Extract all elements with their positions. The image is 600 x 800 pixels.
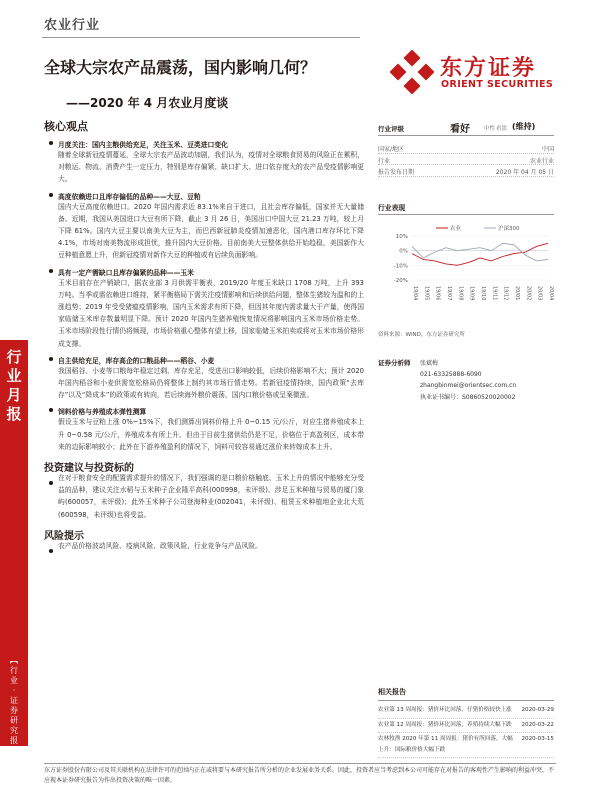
side-band-sub-char: 证 — [10, 696, 18, 705]
chart-source: 资料来源：WIND，东方证券研究所 — [378, 332, 465, 338]
related-report-title: 农林牧渔 2020 年第 11 周周报：猪价有所回落，大幅上升：国际粮价格大幅下跌 — [378, 736, 513, 753]
side-band-sub-char: ︼ — [10, 756, 18, 765]
analyst-details — [420, 358, 516, 403]
side-band-char: 报 — [6, 405, 22, 423]
chart-x-tick-label: 20/02 — [525, 286, 532, 301]
performance-chart — [378, 218, 554, 344]
chart-y-tick-label: -10% — [393, 263, 408, 270]
analyst-license: 执业证书编号：S0860520020002 — [420, 393, 516, 401]
chart-x-tick-label: 19/10 — [480, 286, 486, 301]
rating-option-neutral: 中性 — [484, 126, 496, 132]
info-value: 农业行业 — [529, 157, 554, 165]
side-band-sub-char: 报 — [10, 736, 18, 745]
header-divider — [42, 37, 360, 38]
orient-logo-icon — [390, 50, 434, 94]
section-bullet: 具有一定产需缺口且库存偏紧的品种——玉米 — [44, 267, 364, 277]
section-text: 我国稻谷、小麦等口粮每年稳定过剩、库存充足，受进出口影响较低，后续价格影响不大；预计 2020 年国内稻谷和小麦供需宽松格局仍将整体上制约其市场行情走势。若新冠疫情持续，国内政策“去库存”以及“降成本”的政策或有转向，若后续海外粮价震荡，国内口粮价格或呈案微涨。 — [58, 366, 364, 400]
main-content — [44, 118, 364, 552]
related-report-item[interactable] — [378, 719, 554, 734]
logo-chinese-name: 东方证券 — [440, 56, 537, 81]
logo-english-name: ORIENT SECURITIES — [441, 79, 554, 90]
rating-maintain: (维持) — [512, 122, 536, 131]
company-logo — [388, 48, 568, 98]
report-subtitle: ——2020 年 4 月农业月度谈 — [66, 96, 229, 110]
section-text: 玉米目前存在产销缺口，据农业部 3 月供需平衡表，2019/20 年度玉米缺口 1708 万吨，上升 393 万吨。当季或需依赖进口维持，紧平衡格局下需关注疫情影响和后续供给问题，整体生猪较为温和的上涨趋势；2019 年受受猪瘟疫情影响，国内玉米需求有所下降，但因其年度内需求量大于产量，使得国家临储玉米库存数量明显下降。预计 2020 年国内生猪养殖恢复情况将影响国内玉米市场价格走势。玉米市场阶段性行情仍将频现，市场价格重心整体有望上移，国家临储玉米拍卖或将对玉米市场价格形成支撑。 — [58, 278, 364, 348]
rating-option-negative: 看淡 — [496, 126, 508, 132]
side-band-sub-char: ︻ — [10, 656, 18, 665]
info-value: 2020 年 04 月 05 日 — [495, 169, 554, 176]
chart-x-tick-label: 19/05 — [423, 286, 430, 301]
side-band-subtitle — [3, 656, 25, 766]
chart-x-tick-label: 20/03 — [536, 286, 543, 301]
industry-label: 农业行业 — [44, 18, 101, 33]
report-title: 全球大宗农产品震荡，国内影响几何？ — [44, 58, 317, 77]
info-row — [378, 165, 554, 177]
chart-x-tick-label: 19/04 — [412, 286, 418, 301]
section-bullet: 饲料价格与养殖成本弹性测算 — [44, 406, 364, 416]
info-value: 中国 — [541, 146, 554, 153]
related-report-date: 2020-03-15 — [521, 736, 554, 742]
chart-x-tick-label: 19/08 — [457, 286, 464, 301]
info-key: 国家/地区 — [378, 146, 405, 153]
chart-x-tick-label: 19/11 — [491, 286, 498, 301]
chart-x-tick-label: 19/06 — [434, 286, 441, 301]
chart-y-tick-label: -20% — [393, 278, 408, 284]
section-text: 随着全球新冠疫情蔓延，全球大宗农产品波动加剧，我们认为，疫情对全球粮食贸易的风险正在累积，对粮运、物流、消费产生一定压力，特别是库存偏紧、缺口扩大、进口依存度大的农产品受疫情影响更大。 — [58, 151, 364, 184]
core-views-heading: 核心观点 — [44, 120, 88, 133]
chart-legend-label: 沪深300 — [498, 226, 520, 232]
side-band-char: 行 — [6, 348, 22, 366]
strategy-heading: 投资建议与投资标的 — [44, 463, 134, 475]
chart-x-tick-label: 19/12 — [502, 286, 509, 301]
risk-text: 农产品价格波动风险、疫病风险、政策风险、行业竞争与产品风险。 — [58, 541, 262, 550]
chart-x-tick-label: 20/04 — [548, 286, 554, 301]
side-band-sub-char: · — [12, 686, 16, 695]
info-row — [378, 154, 554, 166]
info-key: 行业 — [378, 157, 391, 165]
info-row — [378, 142, 554, 154]
section-bullet: 自主供给充足，库存高企的口粮品种——稻谷、小麦 — [44, 355, 364, 365]
section-text: 假设玉米与豆粕上涨 0%~15%下，我们测算出饲料价格上升 0~0.15 元/公斤，对应生猪养殖成本上升 0~0.58 元/公斤，养殖成本有所上升。但由于目前生猪供给仍是不足，价格位于高盈利区，成本带来的边际影响较小；此外在下游养殖盈利的情况下，饲料可较容易通过涨价来转嫁成本上升。 — [58, 418, 364, 451]
analyst-name: 张斌梅 — [420, 360, 439, 367]
risk-heading: 风险提示 — [44, 530, 84, 542]
side-band-sub-char: 业 — [10, 676, 18, 685]
info-key: 报告发布日期 — [378, 169, 415, 176]
related-report-item[interactable] — [378, 733, 554, 758]
related-title: 相关报告 — [378, 687, 554, 701]
side-band-title — [3, 348, 25, 424]
related-reports — [378, 687, 554, 758]
chart-legend-label: 农业 — [450, 226, 462, 232]
related-report-item[interactable] — [378, 704, 554, 719]
side-band-sub-char: 券 — [10, 706, 18, 715]
related-report-date: 2020-03-22 — [521, 721, 554, 728]
disclaimer-divider — [44, 763, 556, 764]
performance-title: 行业表现 — [378, 202, 554, 215]
rating-row — [378, 118, 554, 136]
strategy-text: 在对于粮食安全的配置需求提升的情况下，我们强调的是口粮价格触底、玉米上升的情况中能够充分受益的品种，建议关注水稻与玉米种子企业隆平高科(000998，未评级)、涉足玉米种植与贸易的厦门象屿(600057，未评级)；此外玉米种子公司登海种业(002041，未评级)、租赁玉米种植地企业北大荒(600598，未评级)也将受益。 — [58, 474, 364, 519]
chart-x-tick-label: 20/01 — [514, 286, 520, 301]
chart-y-tick-label: 10% — [395, 234, 408, 240]
chart-y-tick-label: 0% — [399, 248, 408, 255]
side-band-sub-char: 告 — [10, 746, 18, 755]
analyst-phone: 021-63325888-6090 — [420, 371, 482, 379]
disclaimer: 东方证券股份有限公司及其关联机构在法律许可的范围内正在或将要与本研究报告所分析的企业发展业务关系。因此，投资者应当考虑到本公司可能存在对报告的客观性产生影响的利益冲突，不应视本证券研究报告为作出投资决策的唯一因素。 — [44, 767, 555, 784]
chart-x-tick-label: 19/07 — [446, 286, 452, 301]
section-bullet: 高度依赖进口且库存偏低的品种——大豆、豆粕 — [44, 191, 364, 201]
sidebar — [378, 118, 554, 753]
related-report-title: 农业第 12 周周报：猪价环比回落，养殖持续大幅下跌 — [378, 721, 512, 728]
side-band-sub-char: 行 — [10, 666, 18, 675]
chart-x-tick-label: 19/09 — [468, 286, 475, 301]
rating-label: 行业评级 — [378, 125, 404, 133]
side-band-char: 业 — [6, 367, 22, 385]
side-band-sub-char: 研 — [10, 716, 18, 725]
section-bullet: 月度关注：国内主粮供给充足，关注玉米、豆类进口变化 — [44, 139, 364, 149]
analyst-email[interactable]: zhangbinmei@orientsec.com.cn — [420, 382, 517, 390]
analyst-label: 证券分析师 — [378, 359, 411, 367]
section-text: 国内大豆高度依赖进口。2020 年国内需求近 83.1%来自于进口，且社会库存偏低，国家并无大量储备。近期，我国从美国进口大豆有所下降，截止 3 月 26 日，美国出口中国大豆 21.23 万吨，较上月下降 61%。国内大豆主要以南美大豆为主，而巴西新冠肺炎疫情加速恶化，国内港口库存环比下降 4.1%，市场对南美物流形成担忧，推升国内大豆价格。目前南美大豆整体供给开始趋稳，美国新作大豆种植意愿上升，但新冠疫情对新作大豆的种植或有后续负面影响。 — [58, 202, 364, 260]
side-band-char: 月 — [6, 386, 22, 404]
side-band-sub-char: 究 — [10, 726, 18, 735]
related-report-date: 2020-03-29 — [521, 707, 554, 713]
related-report-title: 农业第 13 周周报：猪价环比回落，仔猪价格较快上涨 — [378, 707, 512, 713]
side-band — [0, 340, 28, 765]
rating-value: 看好 — [450, 124, 470, 135]
chart-series-line-农业 — [412, 243, 548, 265]
